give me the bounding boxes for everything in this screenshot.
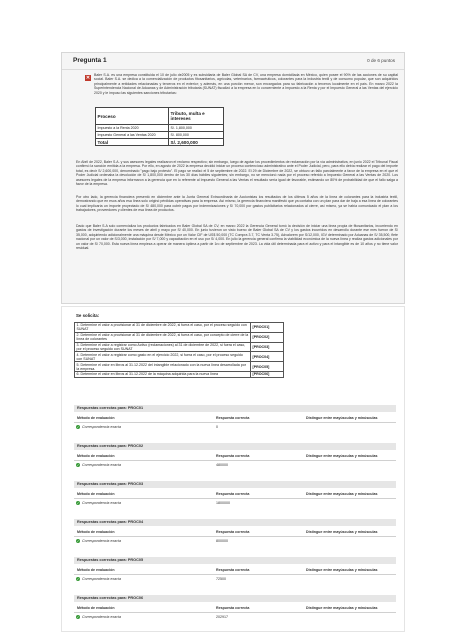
table-cell: S/. 800,000: [169, 132, 224, 139]
table-row: [75, 332, 284, 342]
solicita-code: [PROC01]: [251, 323, 284, 333]
method-value: Correspondencia exacta: [82, 501, 121, 505]
correct-answer-value: 800000: [216, 539, 228, 543]
col-method-header: Método de evaluación: [77, 606, 115, 610]
solicita-text: 3. Determine el valor a registrar como Activo (reclamaciones) al 31 de diciembre de 2022, si fuera el caso, por el proceso seguido con SUNAT: [75, 342, 251, 352]
col-method-header: Método de evaluación: [77, 454, 115, 458]
col-case-header: Distingue entre mayúsculas y minúsculas: [306, 416, 378, 420]
col-answer-header: Respuesta correcta: [216, 454, 250, 458]
paragraph-closure: Por otro lado, la gerencia financiera presentó en diciembre ante la Junta General Extraordinaria de Accionistas los resultados de los últimos 5 años de la línea de colorantes para la industria textil, demostrando que en esos años esa línea solo originó pérdidas operativas para la empresa. Así mismo, la gerencia financiera manifestó que ya contaba con un plan para dar de baja a esa línea de colorantes lo cual implicaría un importe proyectado de S/ 480,000 para cubrir pagos por indemnizaciones y S/ 70,000 por gastos publicitarios relacionados al cierre, así mismo, ya se había comunicado el plan a los trabajadores, proveedores y clientes de esa línea de productos.: [76, 195, 398, 213]
table-row: [75, 323, 284, 333]
solicita-code: [PROC06]: [251, 371, 284, 377]
answer-block-proc03: [74, 481, 396, 514]
solicita-code: [PROC02]: [251, 332, 284, 342]
answer-block-proc01: [74, 405, 396, 438]
table-row: [75, 352, 284, 362]
method-value: Correspondencia exacta: [82, 577, 121, 581]
solicita-code: [PROC05]: [251, 362, 284, 372]
correct-answer-value: 72500: [216, 577, 226, 581]
divider: [74, 612, 396, 613]
solicita-text: 1. Determine el valor a provisionar al 31 de diciembre de 2022, si fuera el caso, por el proceso seguido con SUNAT: [75, 323, 251, 333]
correct-answer-value: 0: [216, 425, 218, 429]
method-value: Correspondencia exacta: [82, 425, 121, 429]
paragraph-claim: En Abril de 2022, Baler S.A. y sus asesores legales realizaron el reclamo respectivo; sin embargo, luego de agotar los procedimientos de reclamación por la vía administrativa, en junio 2022 el Tribunal Fiscal confirmó la sanción emitida a la empresa. Por ello, en agosto de 2022 la empresa decidió iniciar un proceso contencioso administrativo ante el Poder Judicial, pero, para ello debía realizar el pago del importe total, es decir S/ 2,600,000, denominado "pago bajo protesto". El pago se realizó el 5 de septiembre de 2022. El 29 de Diciembre de 2022, se obtuvo un fallo parcialmente a favor de la empresa en el que el Poder Judicial ordenaba la devolución de S/ 1,800,000 dentro de los 30 días hábiles siguientes; sin embargo, no se mencionó nada por el proceso referido a Impuesto General a las Ventas de 2020. Los asesores legales de la empresa informaron a la gerencia que en lo referente al Impuesto General a las Ventas el resultado sería igual de favorable, estimando un 80% de probabilidad de que el fallo salga a favor de la empresa.: [76, 160, 398, 187]
solicita-table: [74, 322, 284, 378]
col-case-header: Distingue entre mayúsculas y minúsculas: [306, 606, 378, 610]
col-method-header: Método de evaluación: [77, 416, 115, 420]
solicita-text: 4. Determine el valor a registrar como gasto en el ejercicio 2022, si fuera el caso, por el proceso seguido con SUNAT: [75, 352, 251, 362]
answer-block-proc06: [74, 595, 396, 628]
sanctions-header-amount: Tributo, multa e intereses: [169, 108, 224, 125]
method-value: Correspondencia exacta: [82, 615, 121, 619]
table-cell: Impuesto a la Renta 2020: [96, 125, 169, 132]
col-case-header: Distingue entre mayúsculas y minúsculas: [306, 568, 378, 572]
answer-block-proc05: [74, 557, 396, 590]
check-icon: ✓: [76, 501, 80, 505]
correct-answer-value: 202917: [216, 615, 228, 619]
col-method-header: Método de evaluación: [77, 492, 115, 496]
answer-label: Respuestas correctas para: PROC03: [77, 482, 144, 487]
sanctions-table-header: [96, 108, 224, 125]
divider: [74, 574, 396, 575]
correct-answer-value: 480000: [216, 463, 228, 467]
answer-label: Respuestas correctas para: PROC06: [77, 596, 144, 601]
solicita-code: [PROC04]: [251, 352, 284, 362]
table-row: [75, 371, 284, 377]
table-cell: S/. 1,800,000: [169, 125, 224, 132]
col-answer-header: Respuesta correcta: [216, 606, 250, 610]
col-method-header: Método de evaluación: [77, 530, 115, 534]
method-value: Correspondencia exacta: [82, 539, 121, 543]
divider: [74, 422, 396, 423]
col-case-header: Distingue entre mayúsculas y minúsculas: [306, 530, 378, 534]
col-answer-header: Respuesta correcta: [216, 530, 250, 534]
question-title: Pregunta 1: [73, 57, 107, 64]
divider: [74, 498, 396, 499]
table-row: [75, 342, 284, 352]
col-answer-header: Respuesta correcta: [216, 416, 250, 420]
solicita-code: [PROC03]: [251, 342, 284, 352]
col-answer-header: Respuesta correcta: [216, 568, 250, 572]
answer-block-proc02: [74, 443, 396, 476]
incorrect-icon: ✕: [85, 75, 91, 81]
answer-label: Respuestas correctas para: PROC02: [77, 444, 144, 449]
table-row: [96, 132, 224, 139]
col-answer-header: Respuesta correcta: [216, 492, 250, 496]
question-points: 0 de 6 puntos: [367, 58, 395, 63]
paragraph-new-line: Dado que Baler S.A solo comercializa los productos fabricados en Baler Global SA de CV, en marzo 2022 la Gerencia General tomó la decisión de iniciar una línea propia de fitosanitarios, incurriendo en gastos de investigación durante los meses de abril y mayo por S/ 40,000. En junio tuvieron un visto bueno de Baler Global SA de CV y los gastos incurridos en desarrollo durante ese mes fueron de S/ 35,000, adquiriendo adicionalmente una máquina desde México por un Valor CIF de US$ 50,000 (TC Compra 3.7, TC Venta 3.75), Advalorem por S/12,000, IGV determinado por Aduanas de S/ 35,500, flete nacional por un valor de S/3,000, instalación por S/ 7,000 y capacitación en el uso por S/ 4,000. En julio la gerencia general confirma la viabilidad económica de la nueva línea y realiza gastos adicionales por un valor de S/ 70,000. Esta nueva línea empieza a operar de manera óptima a partir de 1ro de septiembre de 2023. La vida útil determinada para el activo y para el intangible es de 10 años y no tiene valor residual.: [76, 224, 398, 251]
col-method-header: Método de evaluación: [77, 568, 115, 572]
table-total-row: [96, 139, 224, 146]
answer-block-proc04: [74, 519, 396, 552]
check-icon: ✓: [76, 463, 80, 467]
col-case-header: Distingue entre mayúsculas y minúsculas: [306, 492, 378, 496]
sanctions-header-process: Proceso: [96, 108, 169, 125]
answer-label: Respuestas correctas para: PROC04: [77, 520, 144, 525]
answers-card: [61, 306, 405, 632]
sanctions-table: [95, 107, 224, 146]
solicita-text: 6. Determine el valor en libros al 31.12.2022 de la máquina adquirida para la nueva línea: [75, 371, 251, 377]
table-row: [96, 125, 224, 132]
check-icon: ✓: [76, 615, 80, 619]
correct-answer-value: 1800000: [216, 501, 230, 505]
check-icon: ✓: [76, 539, 80, 543]
divider: [74, 536, 396, 537]
question-intro: Baler S.A. es una empresa constituida el 10 de julio de2005 y es subsidiaria de Baler Global SA de CV, una empresa domiciliada en México, quien posee el 90% de las acciones de su capital social. Baler S.A. se dedica a la comercialización de productos fitosanitarios, agrícolas, veterinarios, farmacéuticos, colorantes para la industria textil y de consumo popular, que son adquiridos principalmente a entidades relacionadas y terceros en el exterior; y además, en una porción menor, son encargados para su fabricación a terceros localmente en el país. En marzo 2022 la Superintendencia Nacional de Aduanas y de Administración tributaria (SUNAT) fiscalizó a la empresa en lo concerniente a Impuesto a la Renta y por el Impuesto General a las Ventas del ejercicio 2020 y le impuso las siguientes sanciones tributarias:: [94, 73, 398, 95]
question-header: [62, 53, 404, 70]
check-icon: ✓: [76, 425, 80, 429]
answer-label: Respuestas correctas para: PROC01: [77, 406, 144, 411]
answer-label: Respuestas correctas para: PROC05: [77, 558, 144, 563]
solicita-heading: Se solicita:: [76, 313, 100, 318]
table-total-value: S/. 2,600,000: [169, 139, 224, 146]
divider: [74, 460, 396, 461]
method-value: Correspondencia exacta: [82, 463, 121, 467]
table-total-label: Total: [96, 139, 169, 146]
table-row: [75, 362, 284, 372]
question-card: [61, 52, 405, 304]
table-cell: Impuesto General a las Ventas 2020: [96, 132, 169, 139]
col-case-header: Distingue entre mayúsculas y minúsculas: [306, 454, 378, 458]
solicita-text: 2. Determine el valor a provisionar al 31 de diciembre de 2022, si fuera el caso, por concepto de cierre de la línea de colorantes: [75, 332, 251, 342]
solicita-text: 5. Determine el valor en libros al 31.12.2022 del intangible relacionado con la nueva línea desarrollada por la empresa.: [75, 362, 251, 372]
check-icon: ✓: [76, 577, 80, 581]
